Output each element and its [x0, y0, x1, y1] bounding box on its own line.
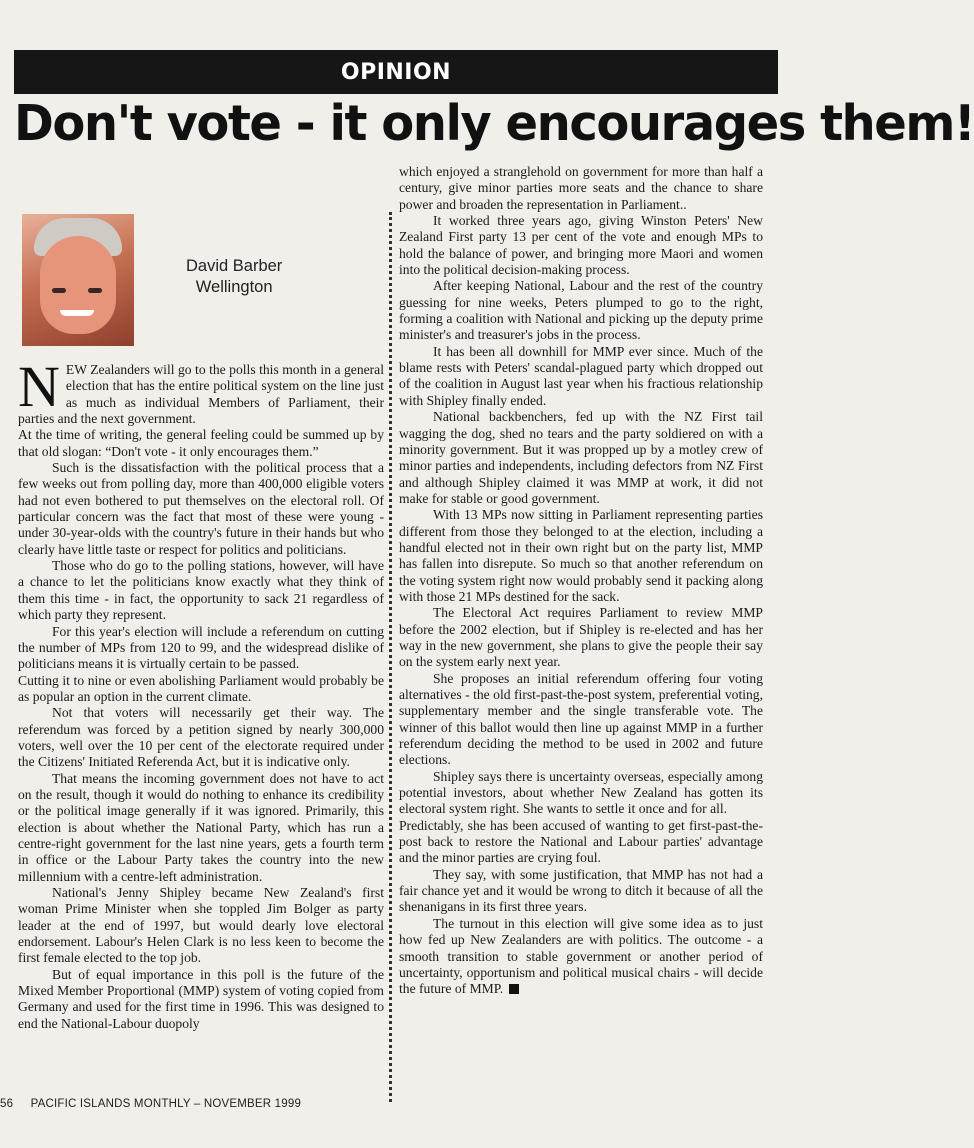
paragraph-right-4: National backbenchers, fed up with the NZ First tail wagging the dog, shed no tears and the party soldiered on with a minority government. But it was propped up by a motley crew of minor parties and independents, including defectors from NZ First and although Shipley claimed it was MMP at work, it did not make for stable or good government.	[399, 409, 763, 506]
paragraph-right-8: Shipley says there is uncertainty overseas, especially among potential investors, about whether New Zealand has gotten its electoral system right. She wants to settle it once and for all.	[399, 768, 763, 817]
paragraph-left-3: Those who do go to the polling stations, however, will have a chance to let the politicians know exactly what they think of them this time - in fact, the opportunity to sack 21 regardless of which party they represent.	[18, 558, 384, 623]
author-name: David Barber	[186, 257, 283, 275]
paragraph-left-4: For this year's election will include a referendum on cutting the number of MPs from 120 to 99, and the widespread dislike of politicians means it is virtually certain to be passed.	[18, 623, 384, 672]
author-location: Wellington	[195, 278, 273, 296]
drop-cap: N	[18, 354, 60, 419]
paragraph-text: The turnout in this election will give some idea as to just how fed up New Zealanders are with politics. The outcome - a smooth transition to stable government or another period of uncertainty, opportunism and political musical chairs - will decide the future of MMP.	[399, 915, 763, 997]
author-box	[18, 162, 384, 362]
left-column	[18, 162, 384, 1032]
paragraph-text: EW Zealanders will go to the polls this month in a general election that has the entire political system on the line just as much as individual Members of Parliament, their parties and the next government.	[18, 362, 384, 427]
paragraph-right-9: Predictably, she has been accused of wanting to get first-past-the-post back to restore the National and Labour parties' advantage and the minor parties are crying foul.	[399, 817, 763, 866]
paragraph-right-2: After keeping National, Labour and the rest of the country guessing for nine weeks, Peters plumped to go to the right, forming a coalition with National and picking up the deputy prime minister's and treasurer's jobs in the process.	[399, 278, 763, 343]
photo-mouth	[60, 310, 94, 316]
author-photo	[22, 214, 134, 346]
photo-face-shape	[40, 236, 116, 334]
right-column	[399, 164, 763, 998]
article-columns	[14, 162, 778, 1112]
photo-eye-right	[88, 288, 102, 293]
author-byline	[186, 256, 282, 298]
paragraph-right-3: It has been all downhill for MMP ever since. Much of the blame rests with Peters' scandal-plagued party which dropped out of the coalition in August last year when his fractious relationship with Shipley finally ended.	[399, 343, 763, 408]
section-banner	[14, 50, 778, 94]
page-footer	[0, 1098, 301, 1110]
paragraph-left-5: Cutting it to nine or even abolishing Parliament would probably be as popular an option in the current climate.	[18, 672, 384, 704]
paragraph-left-2: Such is the dissatisfaction with the political process that a few weeks out from polling day, more than 400,000 eligible voters had not even bothered to put themselves on the electoral roll. Of particular concern was the fact that most of these were young - under 30-year-olds with the country's future in their hands but who clearly have little taste or respect for politics and politicians.	[18, 460, 384, 557]
publication-line: PACIFIC ISLANDS MONTHLY – NOVEMBER 1999	[30, 1098, 302, 1110]
photo-eye-left	[52, 288, 66, 293]
column-divider	[389, 212, 392, 1102]
paragraph-left-8: National's Jenny Shipley became New Zealand's first woman Prime Minister when she toppled Jim Bolger as party leader at the end of 1997, but would dearly love electoral endorsement. Labour's Helen Clark is no less keen to become the first female elected to the top job.	[18, 885, 384, 966]
paragraph-right-10: They say, with some justification, that MMP has not had a fair chance yet and it would be wrong to ditch it because of all the shenanigans in its first three years.	[399, 866, 763, 915]
paragraph-left-6: Not that voters will necessarily get their way. The referendum was forced by a petition signed by nearly 300,000 voters, well over the 10 per cent of the electorate required under the Citizens' Initiated Referenda Act, but it is indicative only.	[18, 705, 384, 770]
section-label: OPINION	[340, 59, 452, 85]
end-of-article-mark	[509, 984, 519, 994]
paragraph-left-9: But of equal importance in this poll is the future of the Mixed Member Proportional (MMP) system of voting copied from Germany and used for the first time in 1996. This was designed to end the National-Labour duopoly	[18, 966, 384, 1031]
paragraph-left-7: That means the incoming government does not have to act on the result, though it would do nothing to enhance its credibility or the political image generally if it was ignored. Primarily, this election is about whether the National Party, which has run a centre-right government for the last nine years, gets a fourth term in office or the Labour Party takes the country into the new millennium with a centre-left administration.	[18, 770, 384, 884]
paragraph-right-0: which enjoyed a stranglehold on government for more than half a century, give minor parties more seats and the chance to share power and broaden the representation in Parliament..	[399, 164, 763, 212]
paragraph-right-1: It worked three years ago, giving Winston Peters' New Zealand First party 13 per cent of the vote and enough MPs to hold the balance of power, and bringing more Maori and women into the political decision-making process.	[399, 213, 763, 278]
paragraph-right-5: With 13 MPs now sitting in Parliament representing parties different from those they belonged to at the election, including a handful elected not in their own right but on the party list, MMP has fallen into disrepute. So much so that another referendum on the voting system right now would probably send it packing along with those 21 MPs destined for the sack.	[399, 507, 763, 604]
paragraph-right-6: The Electoral Act requires Parliament to review MMP before the 2002 election, but if Shipley is re-elected and has her way in the new government, she plans to give the people their say on the system early next year.	[399, 605, 763, 670]
paragraph-left-0	[18, 354, 384, 427]
paragraph-left-1: At the time of writing, the general feeling could be summed up by that old slogan: “Don't vote - it only encourages them.”	[18, 427, 384, 459]
headline: Don't vote - it only encourages them!	[14, 95, 974, 152]
paragraph-right-7: She proposes an initial referendum offering four voting alternatives - the old first-past-the-post system, preferential voting, supplementary member and the single transferable vote. The winner of this ballot would then line up against MMP in a further referendum deciding the method to be used in 2002 and future elections.	[399, 670, 763, 768]
page-number: 56	[0, 1098, 14, 1110]
article-page	[14, 50, 974, 1031]
paragraph-right-11	[399, 916, 763, 998]
